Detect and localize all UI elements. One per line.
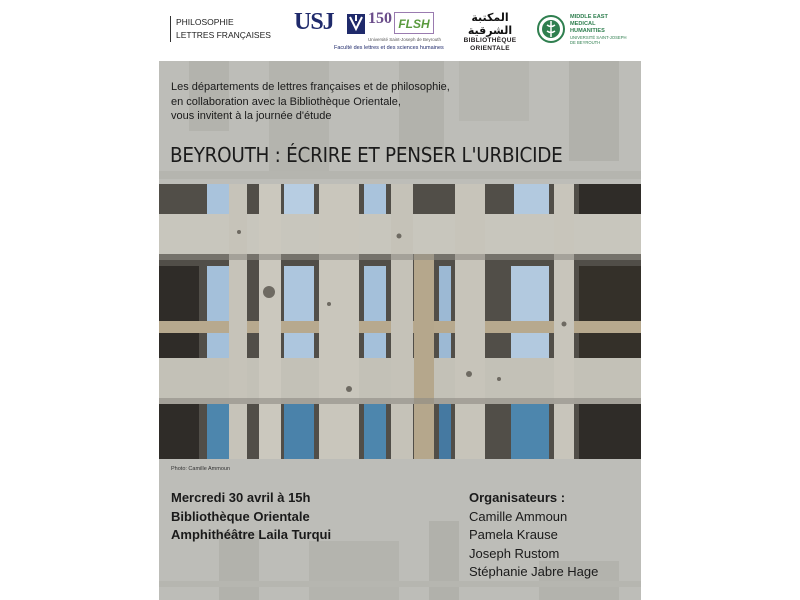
meh-shield-icon [537,11,565,47]
bibliotheque-label: BIBLIOTHÈQUE [463,37,517,44]
middle-east-medical-humanities-logo [537,11,637,51]
meh-title [570,14,608,35]
meh-title-line-2: MEDICAL [570,21,596,27]
meh-title-line-3: HUMANITIES [570,28,605,34]
invitation-line-1: Les départements de lettres françaises et de philosophie, [171,81,450,93]
usj-acronym: USJ [294,9,334,35]
usj-university-name: Université Saint-Joseph de Beyrouth [368,37,442,42]
photo-credit: Photo: Camille Ammoun [171,466,230,472]
department-french-letters: LETTRES FRANÇAISES [176,30,271,40]
ruined-building-illustration [159,184,641,459]
meh-university [570,35,627,45]
usj-faculty-name: Faculté des lettres et des sciences humaines [334,45,444,51]
bibliotheque-arabic-text: المكتبة الشرقية [467,11,513,37]
meh-university-line-1: UNIVERSITÉ SAINT-JOSEPH [570,35,627,40]
organizer-name: Joseph Rustom [469,545,560,561]
usj-logo [294,9,444,53]
flsh-logo: FLSH [394,12,434,34]
event-title: BEYROUTH : ÉCRIRE ET PENSER L'URBICIDE [170,143,563,167]
invitation-text [171,80,631,124]
organizers-list [469,489,598,582]
usj-emblem-icon [346,13,366,35]
invitation-line-3: vous invitent à la journée d'étude [171,110,332,122]
organizer-name: Pamela Krause [469,527,558,542]
meh-title-line-1: MIDDLE EAST [570,14,608,20]
organizer-name: Camille Ammoun [469,508,568,524]
building-photo [159,184,641,459]
event-details [171,489,331,545]
event-poster [159,61,641,600]
event-room: Amphithéâtre Laila Turqui [171,527,332,542]
departments-label [170,16,271,42]
orientale-label: ORIENTALE [470,45,510,52]
invitation-line-2: en collaboration avec la Bibliothèque Orientale, [171,95,401,108]
bibliotheque-orientale-logo [462,11,518,53]
meh-university-line-2: DE BEYROUTH [570,40,601,45]
anniversary-150-logo: 150 [368,10,392,27]
event-venue: Bibliothèque Orientale [171,508,310,524]
organizers-heading: Organisateurs : [469,490,566,505]
event-date: Mercredi 30 avril à 15h [171,490,311,505]
header [0,0,800,60]
department-philosophy: PHILOSOPHIE [176,17,234,27]
organizer-name: Stéphanie Jabre Hage [469,564,599,579]
